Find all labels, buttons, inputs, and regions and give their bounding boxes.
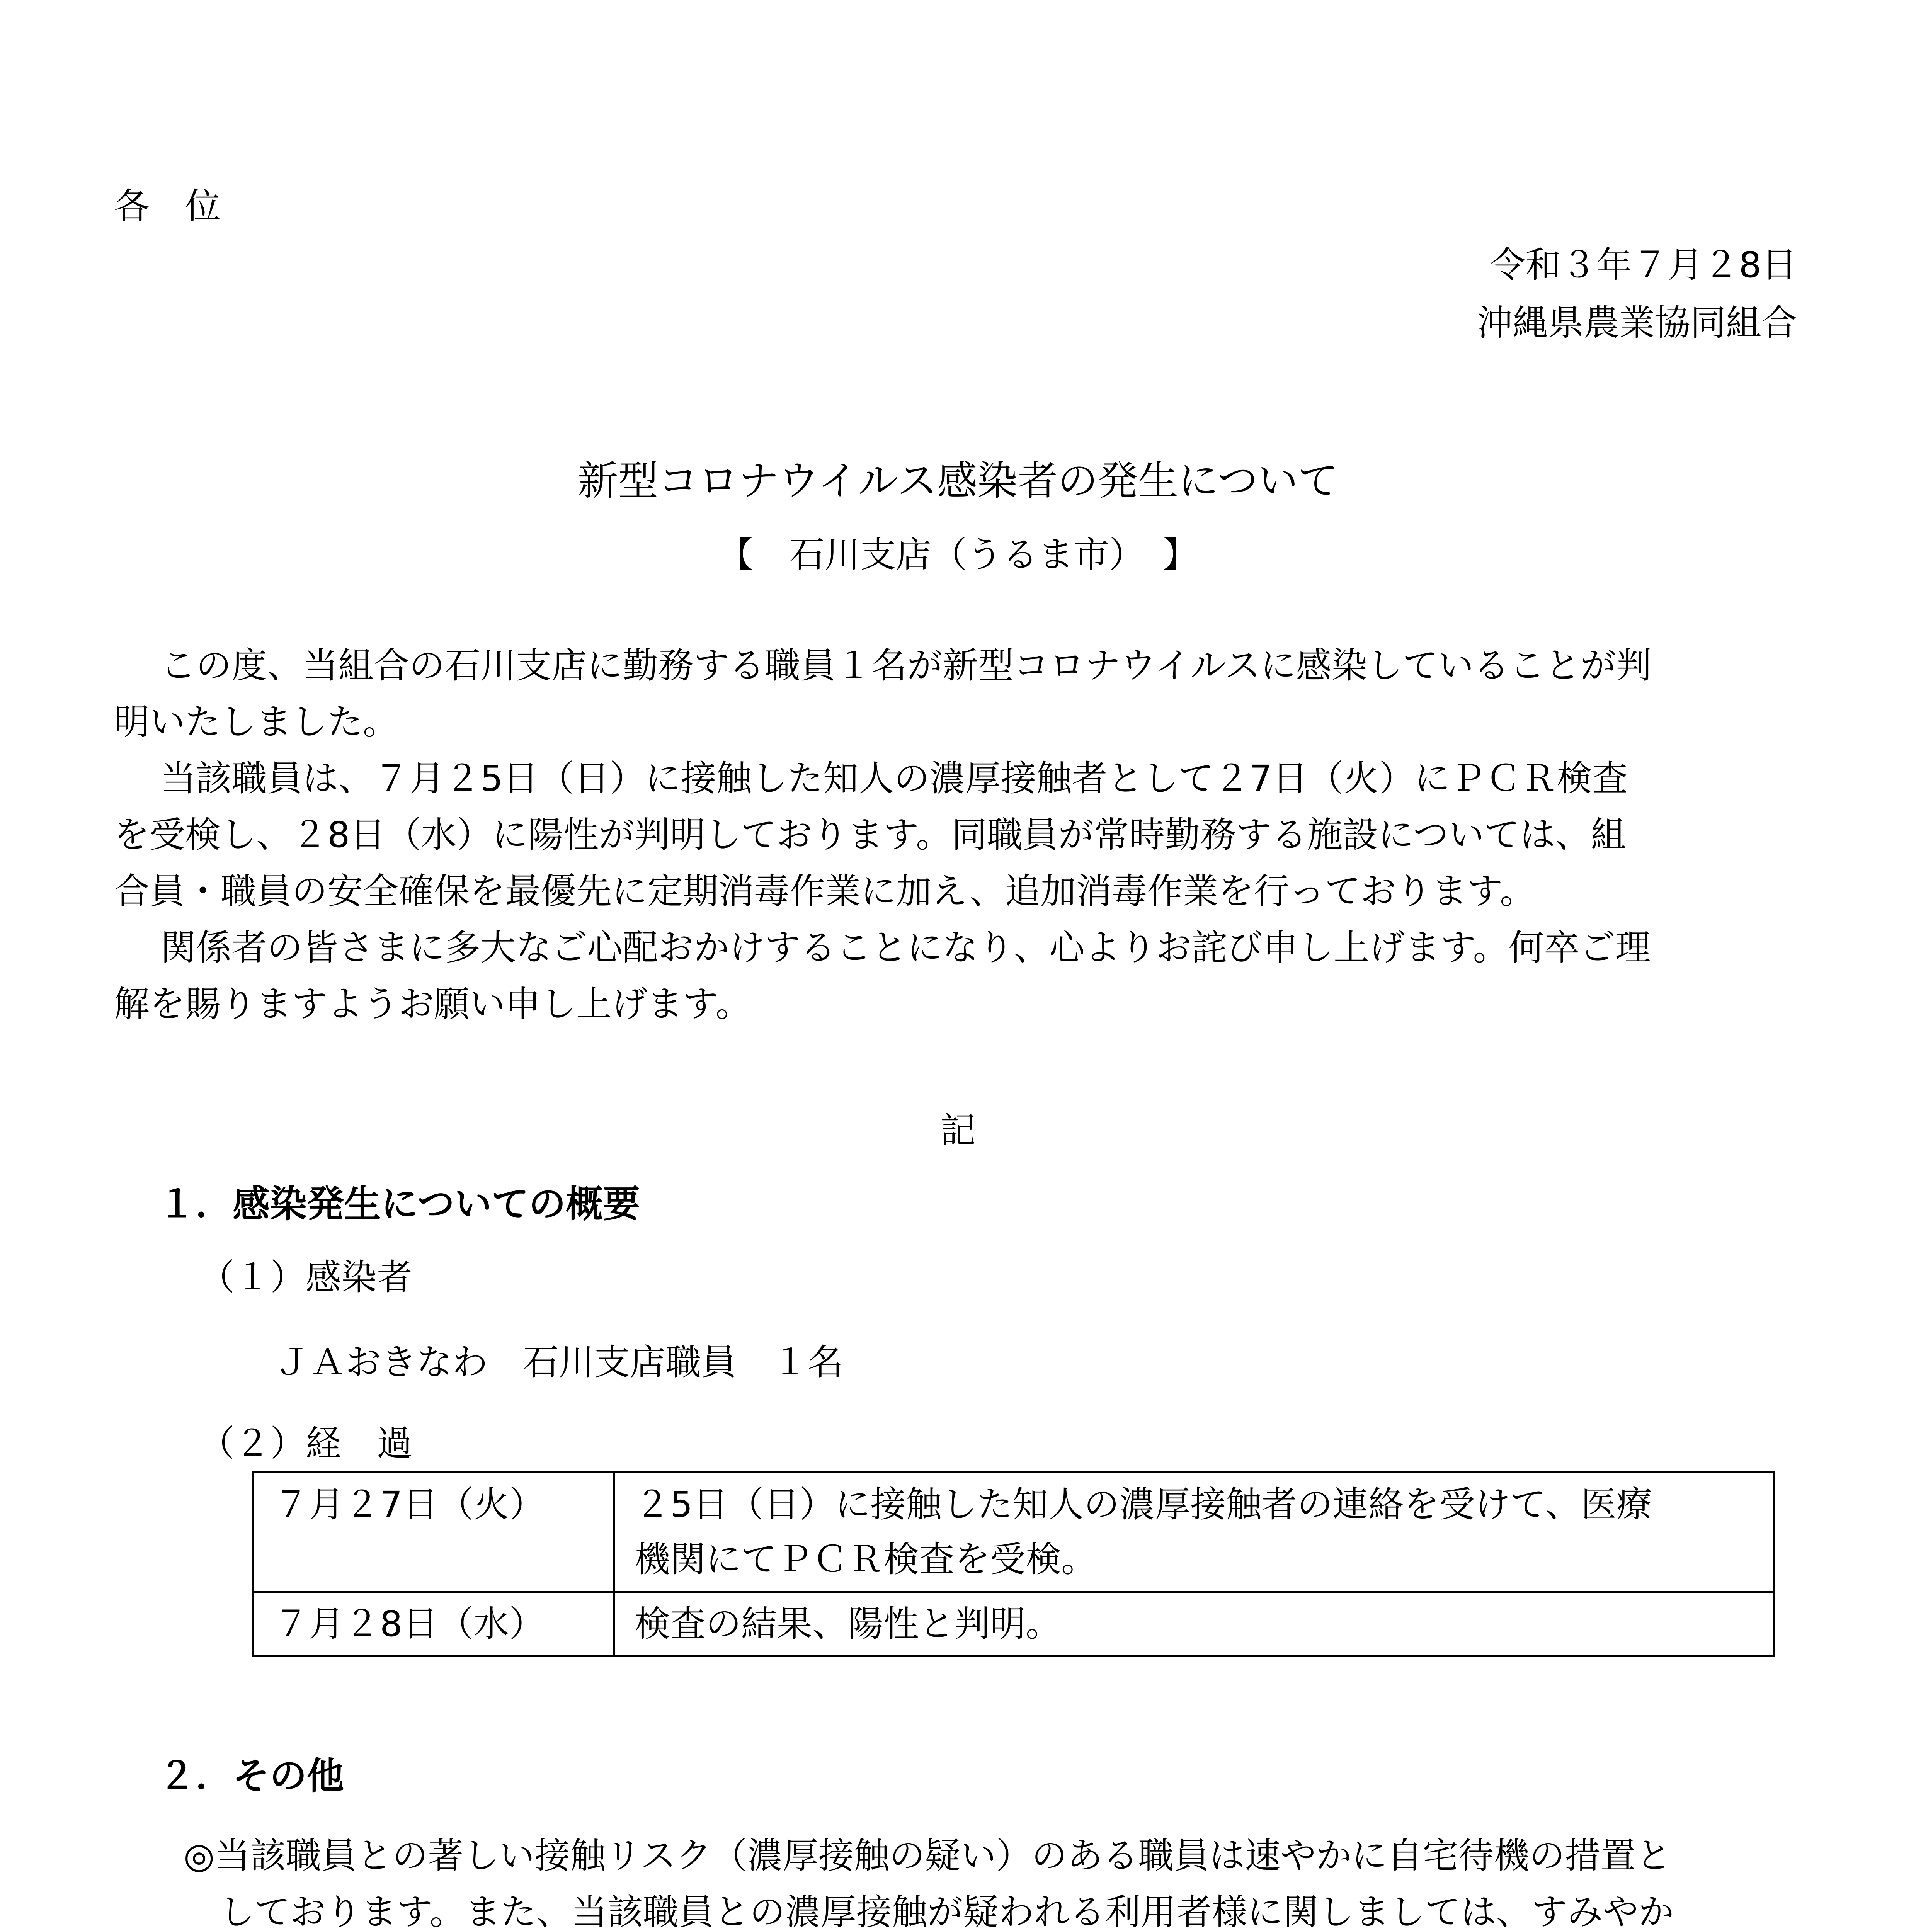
body-line: 関係者の皆さまに多大なご心配おかけすることになり、心よりお詫び申し上げます。何卒ご理 xyxy=(160,927,1651,968)
timeline-date: ７月２7日（火） xyxy=(253,1473,614,1592)
timeline-table xyxy=(252,1471,1775,1657)
body-line: 合員・職員の安全確保を最優先に定期消毒作業に加え、追加消毒作業を行っております。 xyxy=(114,871,1536,912)
section2-text xyxy=(184,1828,1868,1932)
ki-label: 記 xyxy=(940,1110,976,1151)
infected-value: ＪＡおきなわ 石川支店職員 １名 xyxy=(274,1342,844,1383)
infected-label: （１）感染者 xyxy=(199,1257,413,1298)
timeline-desc-line: 機関にてＰＣＲ検査を受検。 xyxy=(635,1539,1097,1580)
page-title: 新型コロナウイルス感染者の発生について xyxy=(578,457,1338,504)
timeline-desc-line: 検査の結果、陽性と判明。 xyxy=(635,1603,1062,1645)
timeline-description xyxy=(614,1473,1774,1592)
body-line: 当該職員は、７月２5日（日）に接触した知人の濃厚接触者として２7日（火）にＰＣＲ検査 xyxy=(160,758,1628,799)
body-line: 明いたしました。 xyxy=(114,701,399,743)
section1-heading: １．感染発生についての概要 xyxy=(158,1182,640,1226)
timeline-label: （２）経 過 xyxy=(199,1423,413,1464)
timeline-description xyxy=(614,1592,1774,1656)
page-subtitle: 【 石川支店（うるま市） 】 xyxy=(718,534,1198,575)
table-row xyxy=(253,1473,1774,1592)
section2-line: ◎当該職員との著しい接触リスク（濃厚接触の疑い）のある職員は速やかに自宅待機の措置と xyxy=(184,1835,1672,1876)
section2-heading: ２．その他 xyxy=(158,1754,344,1798)
body-text xyxy=(114,638,1799,1032)
issue-date: 令和３年７月２8日 xyxy=(1490,244,1797,286)
table-row xyxy=(253,1592,1774,1656)
body-line: この度、当組合の石川支店に勤務する職員１名が新型コロナウイルスに感染していることが判 xyxy=(160,645,1652,686)
timeline-desc-line: ２5日（日）に接触した知人の濃厚接触者の連絡を受けて、医療 xyxy=(635,1484,1652,1525)
body-line: を受検し、２8日（水）に陽性が判明しております。同職員が常時勤務する施設については、組 xyxy=(114,814,1627,855)
section2-line: しております。また、当該職員との濃厚接触が疑われる利用者様に関しましては、すみやか xyxy=(219,1891,1674,1932)
issuer-name: 沖縄県農業協同組合 xyxy=(1477,302,1797,344)
timeline-date: ７月２8日（水） xyxy=(253,1592,614,1656)
body-line: 解を賜りますようお願い申し上げます。 xyxy=(114,983,751,1025)
addressee: 各 位 xyxy=(114,185,221,227)
